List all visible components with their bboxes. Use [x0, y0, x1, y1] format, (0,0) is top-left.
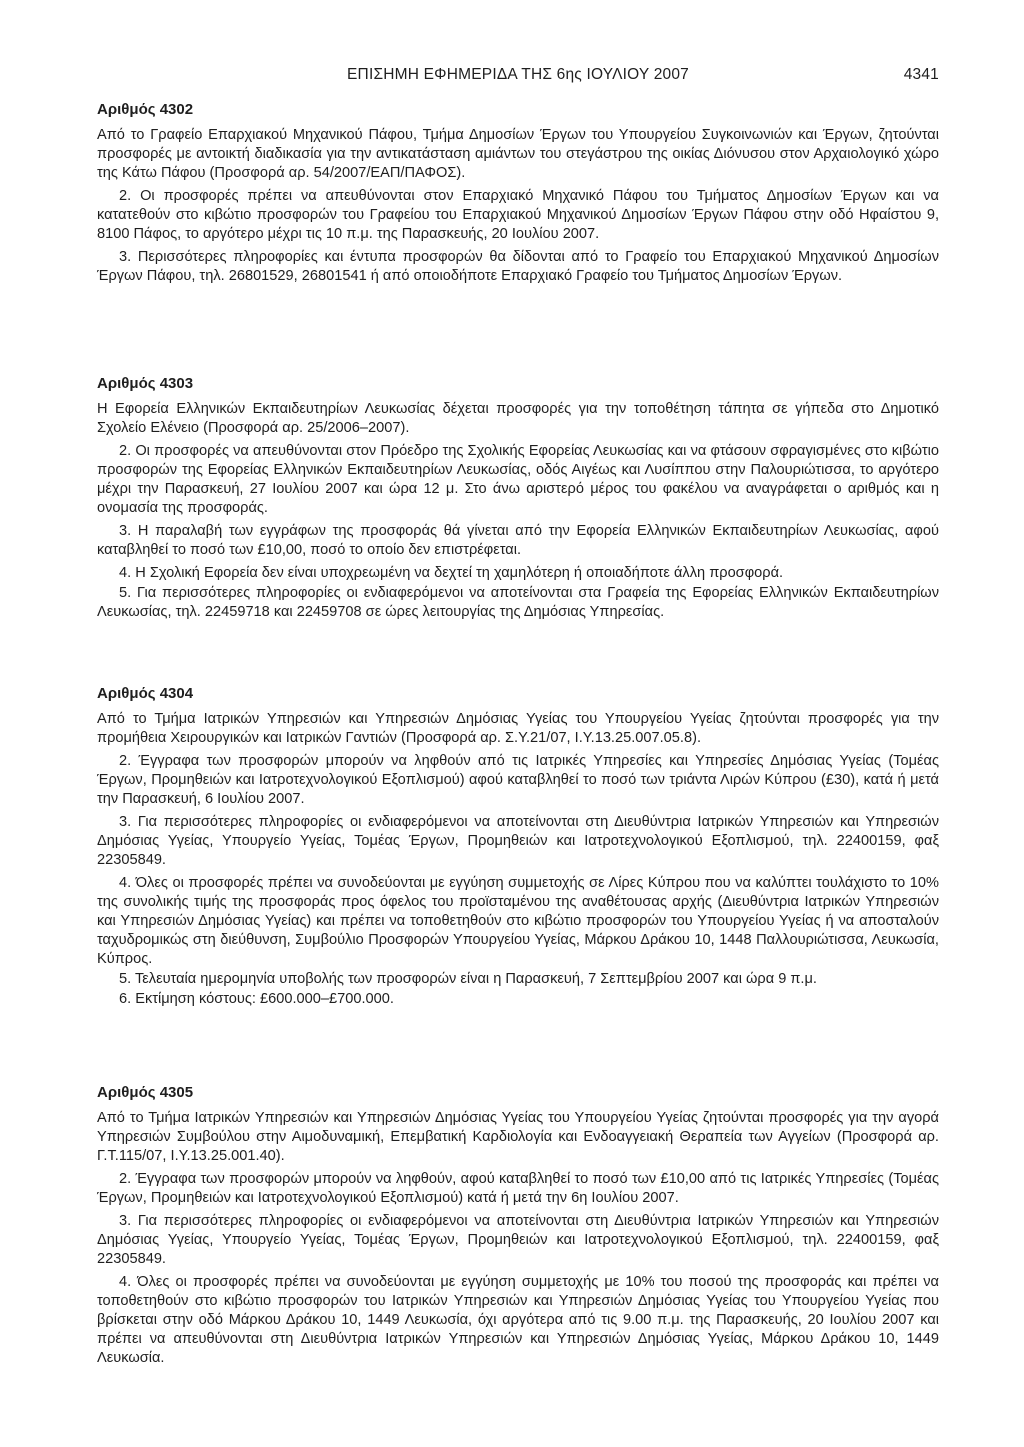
notice-paragraph: 2. Οι προσφορές πρέπει να απευθύνονται στον Επαρχιακό Μηχανικό Πάφου του Τμήματος Δημοσίων Έργων και να κατατεθούν στο κιβώτιο προσφορών του Γραφείου του Επαρχιακού Μηχανικού Δημοσίων Έργων Πάφου στην οδό Ηφαίστου 9, 8100 Πάφος, το αργότερο μέχρι τις 10 π.μ. της Παρασκευής, 20 Ιουλίου 2007.: [97, 188, 939, 242]
page-header: [97, 66, 939, 88]
notice-heading: Αριθμός 4302: [97, 101, 194, 118]
notice-paragraph: Η Εφορεία Ελληνικών Εκπαιδευτηρίων Λευκωσίας δέχεται προσφορές για την τοποθέτηση τάπητα σε γήπεδα στο Δημοτικό Σχολείο Ελένειο (Προσφορά αρ. 25/2006–2007).: [97, 401, 939, 436]
notice-heading: Αριθμός 4305: [97, 1084, 194, 1101]
notice-heading: Αριθμός 4304: [97, 685, 194, 702]
notice-paragraph: Από το Γραφείο Επαρχιακού Μηχανικού Πάφου, Τμήμα Δημοσίων Έργων του Υπουργείου Συγκοινωνιών και Έργων, ζητούνται προσφορές με αντοικτή διαδικασία για την αντικατάσταση αμιάντων του στεγάστρου της οικίας Διόνυσου στον Αρχαιολογικό χώρο της Κάτω Πάφου (Προσφορά αρ. 54/2007/ΕΑΠ/ΠΑΦΟΣ).: [97, 127, 939, 181]
notice-paragraph: 4. Όλες οι προσφορές πρέπει να συνοδεύονται με εγγύηση συμμετοχής με 10% του ποσού της προσφοράς και πρέπει να τοποθετηθούν στο κιβώτιο προσφορών του Ιατρικών Υπηρεσιών και Υπηρεσιών Δημόσιας Υγείας του Υπουργείου Υγείας που βρίσκεται στην οδό Μάρκου Δράκου 10, 1449 Λευκωσία, όχι αργότερα από τις 9.00 π.μ. της Παρασκευής, 20 Ιουλίου 2007 και πρέπει να απευθύνονται στη Διευθύντρια Ιατρικών Υπηρεσιών και Υπηρεσιών Δημόσιας Υγείας, Μάρκου Δράκου 10, 1449 Λευκωσία.: [97, 1274, 939, 1366]
notice-paragraph: Από το Τμήμα Ιατρικών Υπηρεσιών και Υπηρεσιών Δημόσιας Υγείας του Υπουργείου Υγείας ζητούνται προσφορές για την προμήθεια Χειρουργικών και Ιατρικών Γαντιών (Προσφορά αρ. Σ.Υ.21/07, Ι.Υ.13.25.007.05.8).: [97, 711, 939, 746]
notice-heading: Αριθμός 4303: [97, 375, 194, 392]
notice-paragraph: 3. Για περισσότερες πληροφορίες οι ενδιαφερόμενοι να αποτείνονται στη Διευθύντρια Ιατρικών Υπηρεσιών και Υπηρεσιών Δημόσιας Υγείας, Υπουργείο Υγείας, Τομέας Έργων, Προμηθειών και Ιατροτεχνολογικού Εξοπλισμού, τηλ. 22400159, φαξ 22305849.: [97, 1213, 939, 1267]
notice-paragraph: 5. Για περισσότερες πληροφορίες οι ενδιαφερόμενοι να αποτείνονται στα Γραφεία της Εφορείας Ελληνικών Εκπαιδευτηρίων Λευκωσίας, τηλ. 22459718 και 22459708 σε ώρες λειτουργίας της Δημόσιας Υπηρεσίας.: [97, 585, 939, 620]
page-number: 4341: [903, 66, 939, 83]
notice-4304: [97, 684, 939, 1010]
notice-paragraph: 4. Όλες οι προσφορές πρέπει να συνοδεύονται με εγγύηση συμμετοχής σε Λίρες Κύπρου που να καλύπτει τουλάχιστο το 10% της συνολικής τιμής της προσφοράς προς όφελος του προϊσταμένου της αναθέτουσας αρχής (Διευθύντρια Ιατρικών Υπηρεσιών και Υπηρεσιών Δημόσιας Υγείας) και πρέπει να τοποθετηθούν στο κιβώτιο προσφορών του Υπουργείου Υγείας ή να αποσταλούν ταχυδρομικώς στη διεύθυνση, Συμβούλιο Προσφορών Υπουργείου Υγείας, Μάρκου Δράκου 10, 1448 Παλλουριώτισσα, Λευκωσία, Κύπρος.: [97, 875, 939, 967]
notice-4302: [97, 100, 939, 287]
notice-paragraph: 4. Η Σχολική Εφορεία δεν είναι υποχρεωμένη να δεχτεί τη χαμηλότερη ή οποιαδήποτε άλλη προσφορά.: [119, 565, 784, 581]
notice-paragraph: 2. Έγγραφα των προσφορών μπορούν να ληφθούν, αφού καταβληθεί το ποσό των £10,00 από τις Ιατρικές Υπηρεσίες (Τομέας Έργων, Προμηθειών και Ιατροτεχνολογικού Εξοπλισμού) κατά ή μετά την 6η Ιουλίου 2007.: [97, 1171, 939, 1206]
notice-paragraph: 3. Περισσότερες πληροφορίες και έντυπα προσφορών θα δίδονται από το Γραφείο του Επαρχιακού Μηχανικού Δημοσίων Έργων Πάφου, τηλ. 26801529, 26801541 ή από οποιοδήποτε Επαρχιακό Γραφείο του Τμήματος Δημοσίων Έργων.: [97, 249, 939, 284]
notice-4305: [97, 1083, 939, 1369]
notice-paragraph: 3. Η παραλαβή των εγγράφων της προσφοράς θά γίνεται από την Εφορεία Ελληνικών Εκπαιδευτηρίων Λευκωσίας, αφού καταβληθεί το ποσό των £10,00, ποσό το οποίο δεν επιστρέφεται.: [97, 523, 939, 558]
notice-paragraph: Από το Τμήμα Ιατρικών Υπηρεσιών και Υπηρεσιών Δημόσιας Υγείας του Υπουργείου Υγείας ζητούνται προσφορές για την αγορά Υπηρεσιών Συμβούλου στην Αιμοδυναμική, Επεμβατική Καρδιολογία και Ενδοαγγειακή Θεραπεία των Αγγείων (Προσφορά αρ. Γ.Τ.115/07, Ι.Υ.13.25.001.40).: [97, 1110, 939, 1164]
notice-paragraph: 2. Οι προσφορές να απευθύνονται στον Πρόεδρο της Σχολικής Εφορείας Λευκωσίας και να φτάσουν σφραγισμένες στο κιβώτιο προσφορών της Εφορείας Ελληνικών Εκπαιδευτηρίων Λευκωσίας, οδός Αιγέως και Λυσίππου στην Παλουριώτισσα, το αργότερο μέχρι την Παρασκευή, 27 Ιουλίου 2007 και ώρα 12 μ. Στο άνω αριστερό μέρος του φακέλου να αναγράφεται ο αριθμός και η ονομασία της προσφοράς.: [97, 443, 939, 516]
notice-paragraph: 5. Τελευταία ημερομηνία υποβολής των προσφορών είναι η Παρασκευή, 7 Σεπτεμβρίου 2007 και ώρα 9 π.μ.: [119, 971, 817, 987]
notice-paragraph: 3. Για περισσότερες πληροφορίες οι ενδιαφερόμενοι να αποτείνονται στη Διευθύντρια Ιατρικών Υπηρεσιών και Υπηρεσιών Δημόσιας Υγείας, Υπουργείο Υγείας, Τομέας Έργων, Προμηθειών και Ιατροτεχνολογικού Εξοπλισμού, τηλ. 22400159, φαξ 22305849.: [97, 814, 939, 868]
notice-paragraph: 2. Έγγραφα των προσφορών μπορούν να ληφθούν από τις Ιατρικές Υπηρεσίες και Υπηρεσίες Δημόσιας Υγείας (Τομέας Έργων, Προμηθειών και Ιατροτεχνολογικού Εξοπλισμού) αφού καταβληθεί το ποσό των τριάντα Λιρών Κύπρου (£30), κατά ή μετά την Παρασκευή, 6 Ιουλίου 2007.: [97, 753, 939, 807]
notice-paragraph: 6. Εκτίμηση κόστους: £600.000–£700.000.: [119, 991, 394, 1007]
notice-4303: [97, 374, 939, 623]
gazette-title: ΕΠΙΣΗΜΗ ΕΦΗΜΕΡΙΔΑ ΤΗΣ 6ης ΙΟΥΛΙΟΥ 2007: [347, 66, 689, 83]
